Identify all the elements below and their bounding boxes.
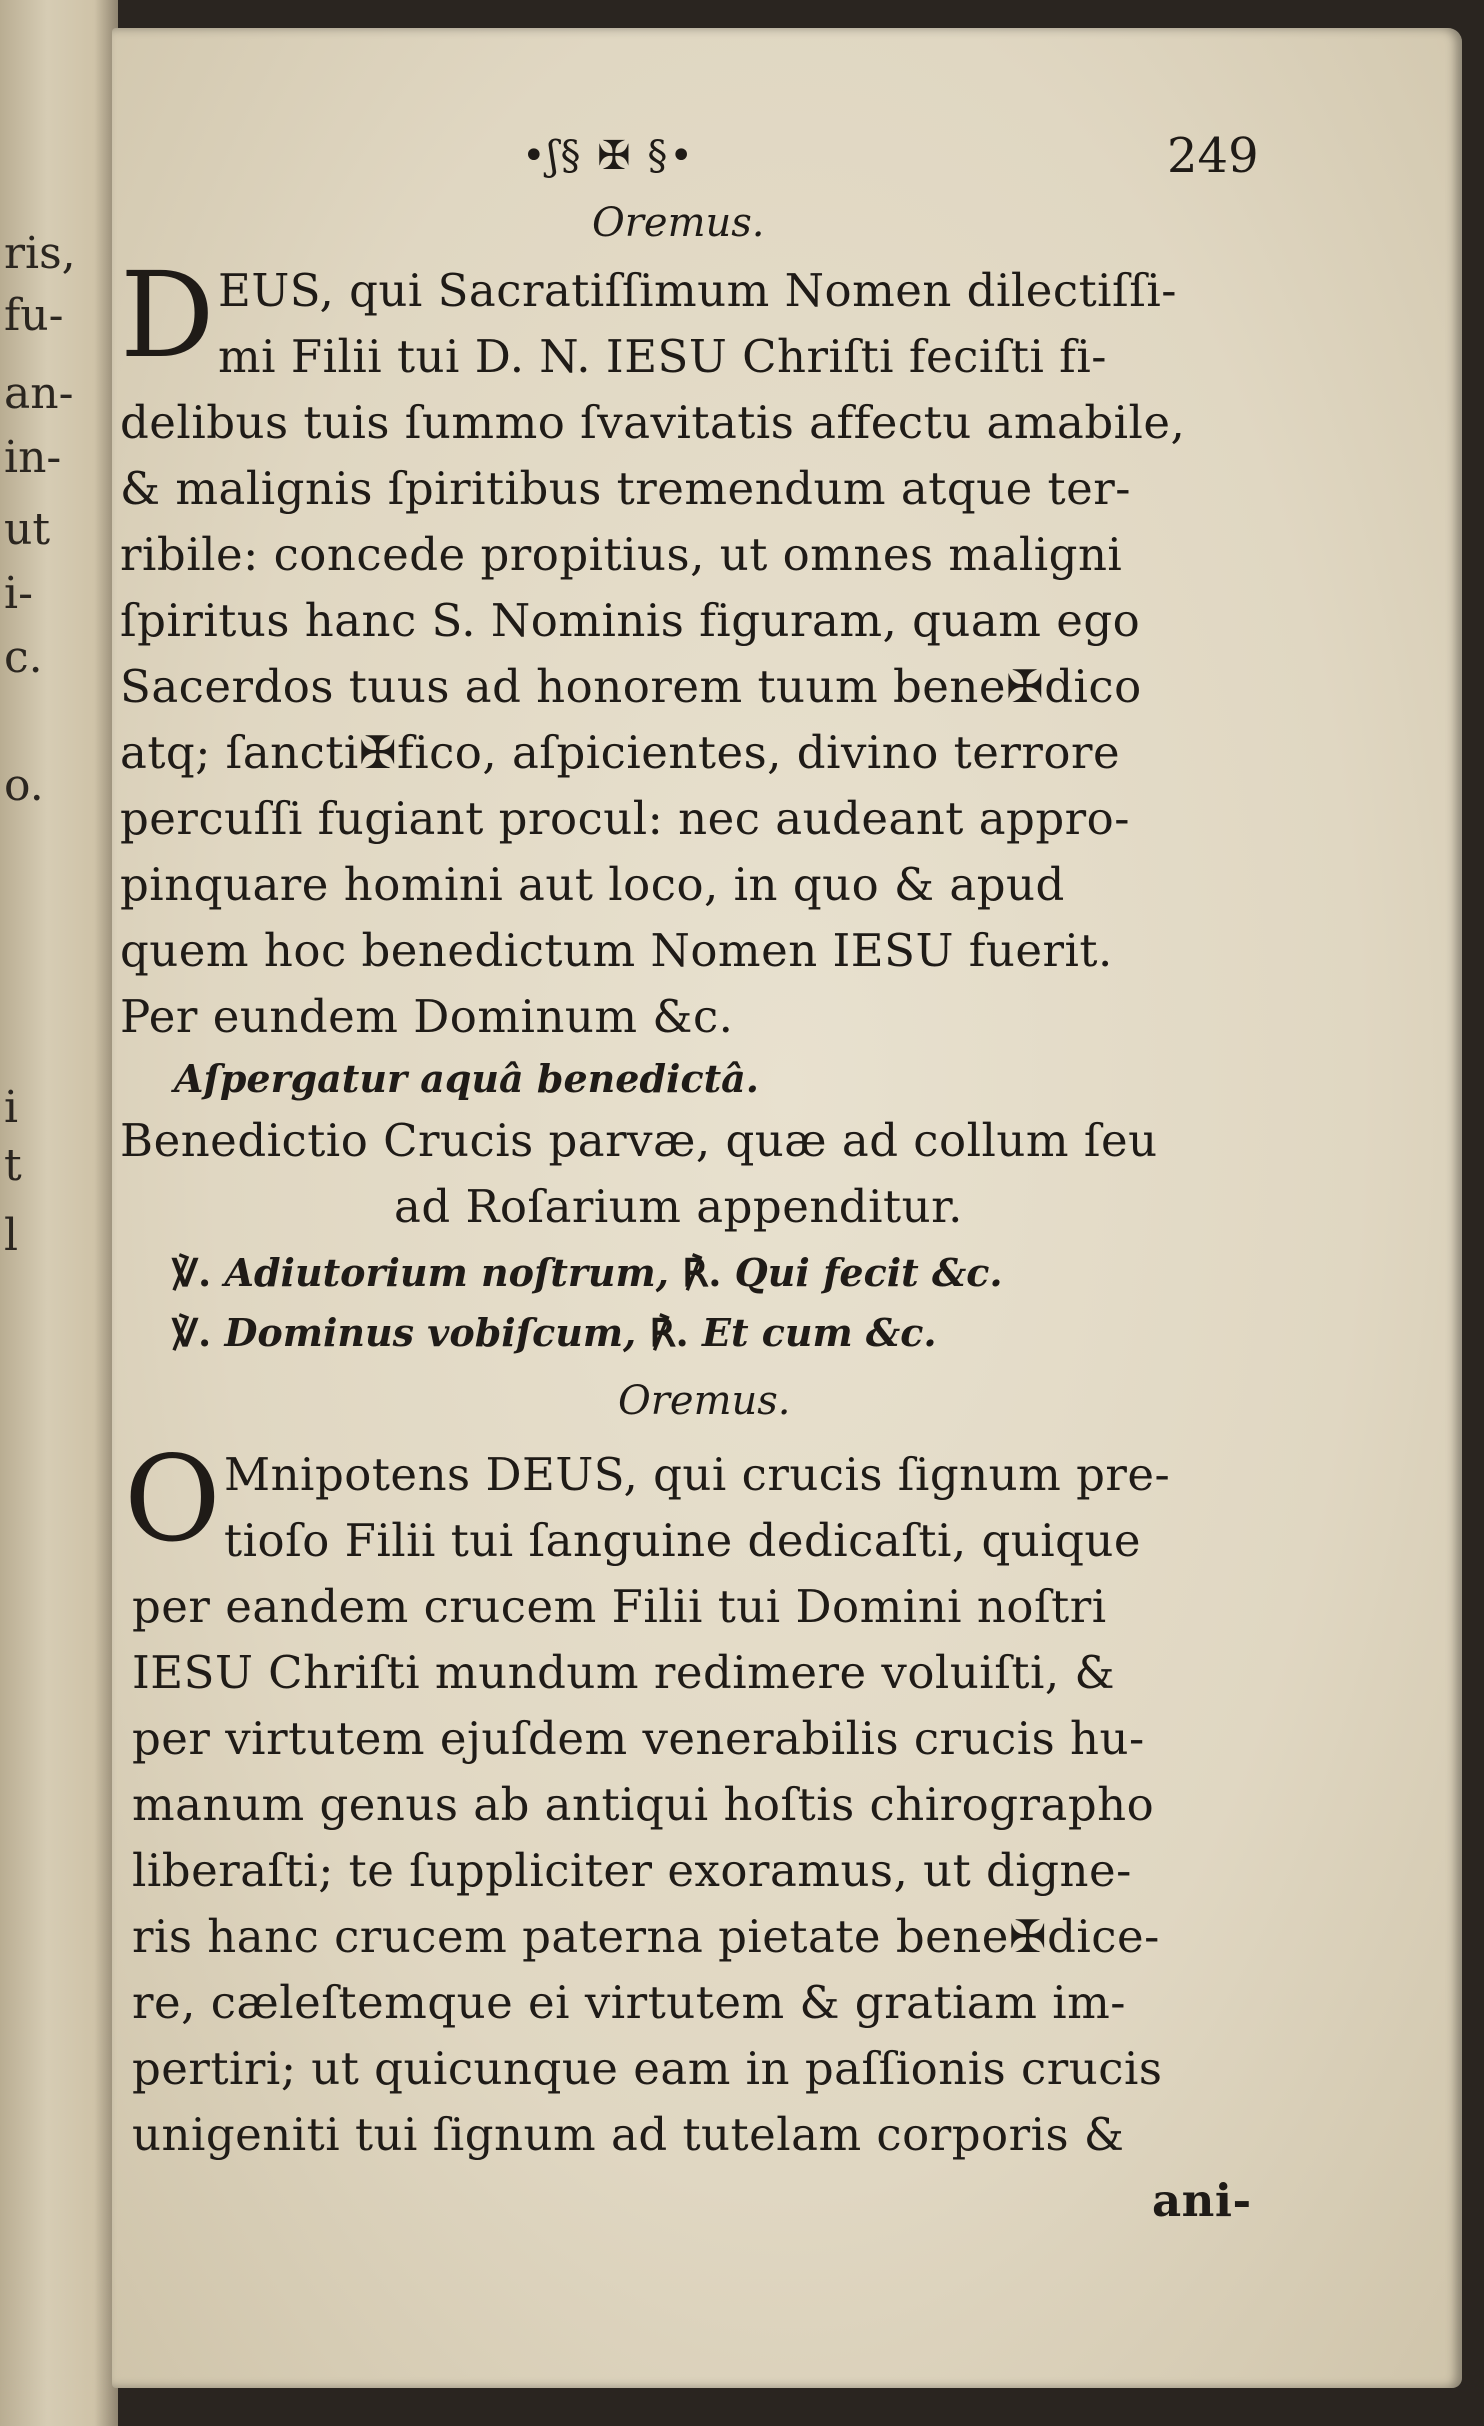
prev-fragment: t [4,1140,22,1191]
oremus-heading-2: Oremus. [618,1378,791,1424]
response-text: Qui fecit &c. [734,1250,1003,1295]
prev-fragment: o. [4,760,44,811]
prev-fragment: l [4,1210,19,1261]
response-symbol: ℟. [682,1250,722,1295]
response-text: Et cum &c. [701,1310,937,1355]
prev-fragment: i- [4,568,33,619]
prayer1-line: percuſſi fugiant procul: nec audeant appro- [120,792,1130,845]
catchword: ani- [1152,2174,1252,2227]
prayer1-line: atq; ſancti✠fico, aſpicientes, divino terrore [120,726,1121,779]
prayer2-line: IESU Chriſti mundum redimere voluiſti, & [132,1646,1115,1699]
prayer2-line: per virtutem ejuſdem venerabilis crucis hu- [132,1712,1145,1765]
blessing-title-line: Benedictio Crucis parvæ, quæ ad collum ſeu [120,1114,1158,1167]
prayer2-line: manum genus ab antiqui hoſtis chirographo [132,1778,1155,1831]
header-ornament: •ʃ§ ✠ §• [522,133,695,179]
prev-fragment: i [4,1082,19,1133]
previous-page-edge [0,0,118,2426]
dropcap-d: D [120,246,215,384]
prayer1-line: delibus tuis ſummo ſvavitatis affectu amabile, [120,396,1186,449]
dropcap-o: O [124,1430,221,1568]
versicle-row [172,1310,937,1355]
versicle-symbol: ℣. [172,1250,212,1295]
versicle-row [172,1250,1003,1295]
prayer2-line: tioſo Filii tui ſanguine dedicaſti, quique [224,1514,1142,1567]
versicle-symbol: ℣. [172,1310,212,1355]
versicle-text: Adiutorium noſtrum, [224,1250,669,1295]
prev-fragment: ris, [4,228,76,279]
response-symbol: ℟. [649,1310,689,1355]
prayer2-line: per eandem crucem Filii tui Domini noſtri [132,1580,1107,1633]
prayer1-line: Sacerdos tuus ad honorem tuum bene✠dico [120,660,1142,713]
versicle-text: Dominus vobiſcum, [224,1310,637,1355]
prev-fragment: fu- [4,290,64,341]
prayer2-line: Mnipotens DEUS, qui crucis ſignum pre- [224,1448,1171,1501]
prayer1-line: & malignis ſpiritibus tremendum atque ter- [120,462,1131,515]
prev-fragment: ut [4,504,51,555]
prayer2-line: ris hanc crucem paterna pietate bene✠dice- [132,1910,1160,1963]
prayer1-line: EUS, qui Sacratiſſimum Nomen dilectiſſi- [218,264,1177,317]
prev-fragment: c. [4,632,43,683]
prayer1-line: Per eundem Dominum &c. [120,990,734,1043]
prayer2-line: pertiri; ut quicunque eam in paſſionis crucis [132,2042,1163,2095]
book-page [112,28,1462,2388]
prayer2-line: re, cæleſtemque ei virtutem & gratiam im- [132,1976,1126,2029]
prayer1-line: pinquare homini aut loco, in quo & apud [120,858,1065,911]
prev-fragment: an- [4,368,74,419]
prev-fragment: in- [4,432,62,483]
prayer2-line: liberaſti; te ſuppliciter exoramus, ut digne- [132,1844,1132,1897]
prayer1-line: mi Filii tui D. N. IESU Chriſti feciſti fi- [218,330,1107,383]
prayer1-line: quem hoc benedictum Nomen IESU fuerit. [120,924,1113,977]
prayer1-line: ribile: concede propitius, ut omnes maligni [120,528,1123,581]
rubric: Aſpergatur aquâ benedictâ. [174,1056,759,1101]
prayer2-line: unigeniti tui ſignum ad tutelam corporis & [132,2108,1125,2161]
prayer1-line: ſpiritus hanc S. Nominis figuram, quam ego [120,594,1141,647]
oremus-heading: Oremus. [592,200,765,246]
page-number: 249 [1167,128,1259,184]
blessing-title-line: ad Roſarium appenditur. [394,1180,963,1233]
